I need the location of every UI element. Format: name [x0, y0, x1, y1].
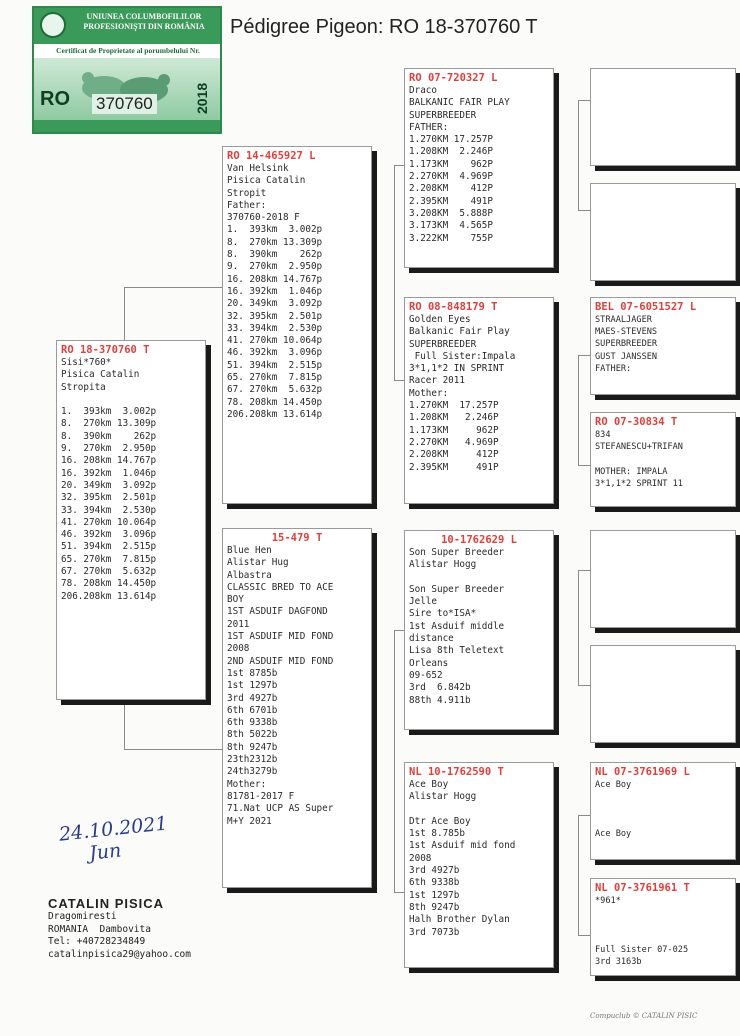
certificate-country: RO — [40, 88, 70, 110]
pedigree-line: Stropita — [61, 381, 106, 393]
pedigree-line: MAES-STEVENS — [595, 327, 658, 338]
pedigree-line: 2.395KM 491P — [409, 461, 499, 473]
ring-number: 15-479 T — [271, 532, 323, 544]
pedigree-line: 1ST ASDUIF DAGFOND — [227, 606, 328, 618]
pedigree-box-sire-dam-sire — [590, 297, 736, 395]
pedigree-line: STRAALJAGER — [595, 315, 652, 325]
pedigree-line: 65. 270km 7.815p — [61, 553, 157, 565]
pedigree-line: 51. 394km 2.515p — [227, 359, 323, 371]
ring-number: BEL 07-6051527 L — [595, 301, 697, 313]
pedigree-box-sire-dam-dam — [590, 412, 736, 507]
pedigree-line: 20. 349km 3.092p — [227, 298, 323, 310]
pedigree-line: 8th 5022b — [227, 729, 278, 741]
pedigree-line: 3rd 3163b — [595, 957, 642, 968]
pedigree-line: Pisica Catalin — [227, 175, 306, 187]
pedigree-line: 2011 — [227, 618, 250, 630]
pedigree-line: ROMANIA Dambovita — [48, 923, 151, 935]
pedigree-line — [595, 919, 731, 931]
pedigree-line: 2.270KM 4.969P — [409, 171, 493, 183]
pedigree-line — [595, 453, 731, 465]
pedigree-line: 370760-2018 F — [227, 212, 300, 224]
ring-number: RO 14-465927 L — [227, 150, 316, 162]
pedigree-line: 8th 9247b — [409, 901, 460, 913]
connector-line — [578, 100, 590, 101]
pedigree-line: 78. 208km 14.450p — [227, 396, 323, 408]
pedigree-line: 6th 6701b — [227, 704, 278, 716]
certificate-org — [70, 12, 218, 32]
pedigree-line: 51. 394km 2.515p — [61, 541, 157, 553]
page-title: Pédigree Pigeon: RO 18-370760 T — [230, 16, 538, 38]
pedigree-line: 09-652 — [409, 669, 443, 681]
connector-line — [394, 630, 395, 892]
pedigree-line: 67. 270km 5.632p — [61, 566, 157, 578]
connector-line — [578, 815, 579, 935]
pedigree-line: 3.173KM 4.565P — [409, 220, 493, 232]
pedigree-line: 33. 394km 2.530p — [61, 504, 157, 516]
pedigree-box-sire-dam — [404, 297, 554, 504]
pedigree-line: 16. 392km 1.046p — [61, 467, 157, 479]
pedigree-line: 33. 394km 2.530p — [227, 322, 323, 334]
footer-credit: Compuclub © CATALIN PISIC — [590, 1012, 698, 1020]
pedigree-line: MOTHER: IMPALA — [595, 466, 668, 477]
pedigree-line: Ace Boy — [595, 828, 632, 839]
pedigree-line: 81781-2017 F — [227, 790, 295, 802]
connector-line — [578, 570, 590, 571]
connector-line — [394, 892, 404, 893]
pedigree-line: Ace Boy — [595, 780, 632, 790]
pedigree-line: 834 — [595, 430, 611, 440]
pedigree-line: 88th 4.911b — [409, 694, 471, 706]
certificate-footer-band — [34, 120, 220, 132]
pedigree-line: 3*1,1*2 IN SPRINT — [409, 363, 505, 375]
signature-date: 24.10.2021 — [57, 812, 169, 846]
pedigree-line: catalinpisica29@yahoo.com — [48, 948, 191, 960]
pedigree-line: 1st 1297b — [227, 680, 278, 692]
pedigree-line: 1st 8.785b — [409, 828, 465, 840]
pedigree-line: 1.270KM 17.257P — [409, 134, 493, 146]
certificate-org-line1: UNIUNEA COLUMBOFILILOR — [86, 12, 202, 21]
pedigree-line: 2008 — [227, 643, 250, 655]
pedigree-line: BOY — [227, 594, 244, 606]
pedigree-line: 1ST ASDUIF MID FOND — [227, 631, 334, 643]
pedigree-line: Alistar Hogg — [409, 791, 477, 803]
pedigree-box-dam — [222, 528, 372, 888]
pedigree-line: 20. 349km 3.092p — [61, 479, 157, 491]
pedigree-line: FATHER: — [595, 363, 632, 374]
pedigree-line: 1.173KM 962P — [409, 158, 493, 170]
pedigree-line: Orleans — [409, 657, 449, 669]
pedigree-line: Balkanic Fair Play — [409, 326, 510, 338]
certificate-number: 370760 — [92, 94, 157, 114]
pedigree-line: CLASSIC BRED TO ACE — [227, 581, 334, 593]
ring-number: 10-1762629 L — [441, 534, 517, 546]
pedigree-line: 1st 1297b — [409, 889, 460, 901]
pedigree-line: 9. 270km 2.950p — [227, 261, 323, 273]
pedigree-line: Full Sister:Impala — [409, 350, 516, 362]
pedigree-line: GUST JANSSEN — [595, 351, 658, 362]
pedigree-line: Ace Boy — [409, 779, 449, 790]
pedigree-line: 41. 270km 10.064p — [61, 516, 157, 528]
connector-line — [394, 165, 404, 166]
pedigree-line: 2ND ASDUIF MID FOND — [227, 655, 334, 667]
pedigree-line: 6th 9338b — [227, 717, 278, 729]
pedigree-line: Full Sister 07-025 — [595, 944, 689, 955]
pedigree-box-dam-sire — [404, 530, 554, 730]
pedigree-line: *961* — [595, 896, 621, 906]
pedigree-line — [595, 803, 731, 815]
handwritten-signature — [58, 812, 171, 867]
pedigree-line: 6th 9338b — [409, 877, 460, 889]
pedigree-box-empty — [590, 530, 736, 628]
pedigree-line: 8. 270km 13.309p — [61, 418, 157, 430]
pedigree-line: 71.Nat UCP AS Super — [227, 803, 334, 815]
pedigree-line: Sisi*760* — [61, 357, 112, 368]
pedigree-line — [409, 572, 549, 584]
connector-line — [578, 815, 590, 816]
pedigree-line — [409, 804, 549, 816]
pedigree-line: STEFANESCU+TRIFAN — [595, 442, 683, 453]
connector-line — [578, 355, 579, 465]
pedigree-line: SUPERBREEDER — [595, 339, 658, 350]
pedigree-line: 23th2312b — [227, 754, 278, 766]
connector-line — [578, 355, 590, 356]
pedigree-line: 1.208KM 2.246P — [409, 412, 499, 424]
pedigree-line: 9. 270km 2.950p — [61, 443, 157, 455]
pedigree-line: Golden Eyes — [409, 314, 471, 325]
pedigree-line: 8. 390km 262p — [227, 249, 323, 261]
connector-line — [124, 287, 125, 341]
pedigree-line: 1st 8785b — [227, 667, 278, 679]
pedigree-line: 24th3279b — [227, 766, 278, 778]
pedigree-line: 1. 393km 3.002p — [227, 224, 323, 236]
connector-line — [578, 935, 590, 936]
pedigree-line: Blue Hen — [227, 545, 272, 556]
pedigree-line: 206.208km 13.614p — [227, 408, 323, 420]
pedigree-line: Draco — [409, 85, 437, 96]
pedigree-line: 16. 392km 1.046p — [227, 285, 323, 297]
pedigree-line: 16. 208km 14.767p — [227, 273, 323, 285]
connector-line — [124, 700, 125, 749]
pedigree-line: SUPERBREEDER — [409, 109, 477, 121]
pedigree-line: 41. 270km 10.064p — [227, 335, 323, 347]
pedigree-box-dam-dam — [404, 762, 554, 968]
pedigree-line: 3.208KM 5.888P — [409, 207, 493, 219]
connector-line — [578, 685, 590, 686]
union-logo-icon — [40, 12, 66, 38]
ring-number: NL 07-3761969 L — [595, 766, 690, 778]
ring-number: NL 10-1762590 T — [409, 766, 504, 778]
signature-mark: Jun — [88, 839, 123, 865]
connector-line — [578, 100, 579, 210]
pedigree-line: Dtr Ace Boy — [409, 815, 471, 827]
pedigree-line — [595, 816, 731, 828]
pedigree-box-dam-dam-dam — [590, 878, 736, 976]
pedigree-line: 2.395KM 491P — [409, 195, 493, 207]
pedigree-line: 1st Asduif mid fond — [409, 840, 516, 852]
connector-line — [578, 210, 590, 211]
pedigree-line: FATHER: — [409, 121, 449, 133]
pedigree-box-sire-sire — [404, 68, 554, 268]
certificate-year: 2018 — [194, 82, 210, 114]
pedigree-line: Alistar Hug — [227, 557, 289, 569]
connector-line — [394, 380, 404, 381]
pedigree-line: 46. 392km 3.096p — [227, 347, 323, 359]
connector-line — [124, 749, 222, 750]
ring-number: NL 07-3761961 T — [595, 882, 690, 894]
certificate-subtitle: Certificat de Proprietate al porumbelului Nr. — [56, 46, 200, 55]
pedigree-line: 2.208KM 412P — [409, 449, 499, 461]
pedigree-line: 3rd 4927b — [409, 865, 460, 877]
pedigree-line: Son Super Breeder — [409, 547, 505, 558]
pedigree-line: 2.270KM 4.969P — [409, 436, 499, 448]
pedigree-line: 78. 208km 14.450p — [61, 578, 157, 590]
pedigree-line: BALKANIC FAIR PLAY — [409, 97, 510, 109]
pedigree-line — [595, 932, 731, 944]
pedigree-line: distance — [409, 633, 454, 645]
pedigree-line: 3rd 4927b — [227, 692, 278, 704]
pedigree-line: 2.208KM 412P — [409, 183, 493, 195]
pedigree-line: Albastra — [227, 569, 272, 581]
pedigree-line: 3.222KM 755P — [409, 232, 493, 244]
ownership-certificate — [32, 6, 222, 134]
pedigree-line: Jelle — [409, 596, 437, 608]
pedigree-line: 3rd 7073b — [409, 926, 460, 938]
pedigree-line: Tel: +40728234849 — [48, 936, 146, 947]
pedigree-line: 3rd 6.842b — [409, 682, 471, 694]
pedigree-line: 1.270KM 17.257P — [409, 400, 499, 412]
pedigree-line: 2008 — [409, 852, 432, 864]
pedigree-line: 46. 392km 3.096p — [61, 529, 157, 541]
ring-number: RO 18-370760 T — [61, 344, 150, 356]
owner-info — [48, 896, 191, 961]
pedigree-box-empty — [590, 68, 736, 166]
pedigree-line: M+Y 2021 — [227, 815, 272, 827]
pedigree-line: Stropit — [227, 187, 267, 199]
certificate-org-line2: PROFESIONIŞTI DIN ROMÂNIA — [83, 22, 205, 31]
pedigree-line: 16. 208km 14.767p — [61, 455, 157, 467]
pedigree-line: SUPERBREEDER — [409, 338, 477, 350]
pedigree-line — [595, 907, 731, 919]
pedigree-line: 8th 9247b — [227, 741, 278, 753]
pedigree-line: Halh Brother Dylan — [409, 914, 510, 926]
pedigree-line: Lisa 8th Teletext — [409, 645, 505, 657]
owner-name: CATALIN PISICA — [48, 896, 165, 911]
pedigree-line: 32. 395km 2.501p — [227, 310, 323, 322]
pedigree-line — [595, 791, 731, 803]
ring-number: RO 07-30834 T — [595, 416, 678, 428]
pedigree-line: 8. 390km 262p — [61, 430, 157, 442]
pedigree-line: Van Helsink — [227, 163, 289, 174]
pedigree-box-dam-dam-sire — [590, 762, 736, 860]
pedigree-line: 3*1,1*2 SPRINT 11 — [595, 478, 683, 489]
pedigree-line: Dragomiresti — [48, 911, 117, 922]
pedigree-line: 1. 393km 3.002p — [61, 406, 157, 418]
connector-line — [578, 570, 579, 685]
pedigree-line: 67. 270km 5.632p — [227, 384, 323, 396]
pedigree-line: Alistar Hogg — [409, 559, 477, 571]
pedigree-line: Racer 2011 — [409, 375, 465, 387]
pedigree-line — [61, 394, 201, 406]
pedigree-box-empty — [590, 645, 736, 743]
pedigree-line: 32. 395km 2.501p — [61, 492, 157, 504]
pedigree-line: Pisica Catalin — [61, 369, 140, 381]
pedigree-line: 8. 270km 13.309p — [227, 236, 323, 248]
pedigree-box-sire — [222, 146, 372, 504]
pedigree-line: 65. 270km 7.815p — [227, 372, 323, 384]
pedigree-line: Sire to*ISA* — [409, 608, 477, 620]
pedigree-box-empty — [590, 183, 736, 281]
connector-line — [394, 630, 404, 631]
pedigree-line: 1.208KM 2.246P — [409, 146, 493, 158]
pedigree-line: Mother: — [409, 387, 449, 399]
pedigree-line: 1.173KM 962P — [409, 424, 499, 436]
pedigree-line: 206.208km 13.614p — [61, 590, 157, 602]
ring-number: RO 08-848179 T — [409, 301, 498, 313]
ring-number: RO 07-720327 L — [409, 72, 498, 84]
pedigree-line: Son Super Breeder — [409, 583, 505, 595]
pedigree-box-subject — [56, 340, 206, 700]
connector-line — [394, 165, 395, 380]
pedigree-line: Mother: — [227, 778, 267, 790]
pedigree-line: 1st Asduif middle — [409, 620, 505, 632]
pedigree-line: Father: — [227, 199, 267, 211]
connector-line — [124, 287, 222, 288]
connector-line — [578, 465, 590, 466]
